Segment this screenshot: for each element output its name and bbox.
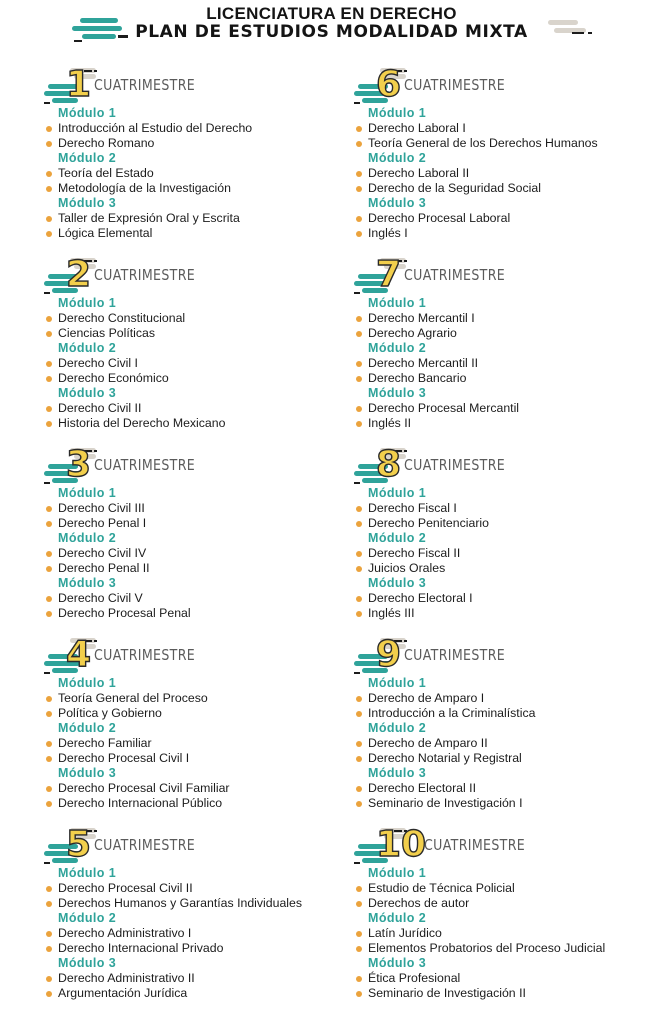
semester-number: 9 [376, 634, 402, 675]
bullet-dot [46, 946, 52, 952]
bullet-dot [46, 331, 52, 337]
bullet-dot [46, 931, 52, 937]
module-heading: Módulo 1 [58, 866, 117, 880]
subject-name: Introducción a la Criminalística [368, 706, 536, 720]
subject-name: Derecho Electoral II [368, 781, 476, 795]
bullet-dot [356, 741, 362, 747]
subject-name: Derecho Procesal Civil I [58, 751, 190, 765]
bullet-dot [46, 506, 52, 512]
subject-item [44, 896, 364, 911]
bullet-dot [356, 316, 362, 322]
subject-name: Derecho Económico [58, 371, 169, 385]
bullet-dot [356, 406, 362, 412]
semester-header [354, 632, 663, 676]
subject-name: Seminario de Investigación I [368, 796, 523, 810]
bullet-dot [356, 551, 362, 557]
subject-name: Derecho Civil III [58, 501, 145, 515]
subject-name: Ciencias Políticas [58, 326, 156, 340]
bullet-dot [356, 421, 362, 427]
module-heading: Módulo 1 [368, 106, 427, 120]
subject-item [44, 546, 364, 561]
subject-item [354, 416, 663, 431]
subject-name: Derecho Bancario [368, 371, 467, 385]
subject-name: Derecho Civil II [58, 401, 142, 415]
bullet-dot [46, 741, 52, 747]
bullet-dot [46, 596, 52, 602]
module-heading: Módulo 1 [58, 676, 117, 690]
subject-name: Derecho Penal I [58, 516, 147, 530]
subject-item [44, 401, 364, 416]
subject-name: Historia del Derecho Mexicano [58, 416, 226, 430]
bullet-dot [46, 521, 52, 527]
subject-item [44, 926, 364, 941]
module-heading: Módulo 2 [368, 341, 427, 355]
subject-name: Introducción al Estudio del Derecho [58, 121, 253, 135]
subject-item [354, 326, 663, 341]
subject-item [354, 881, 663, 896]
subject-name: Latín Jurídico [368, 926, 442, 940]
subject-name: Derecho Procesal Laboral [368, 211, 511, 225]
subject-name: Derecho Fiscal II [368, 546, 461, 560]
subject-item [44, 326, 364, 341]
module-heading: Módulo 2 [58, 151, 117, 165]
subject-name: Derecho Procesal Civil Familiar [58, 781, 230, 795]
module-heading: Módulo 3 [58, 386, 117, 400]
semester-number: 4 [66, 634, 92, 675]
subject-name: Derecho Penal II [58, 561, 150, 575]
subject-name: Inglés III [368, 606, 415, 620]
module-heading: Módulo 1 [368, 486, 427, 500]
semester-label: CUATRIMESTRE [404, 266, 506, 284]
bullet-dot [46, 186, 52, 192]
subject-item [44, 181, 364, 196]
subject-item [44, 706, 364, 721]
subject-name: Teoría General del Proceso [58, 691, 208, 705]
module-heading: Módulo 2 [58, 721, 117, 735]
subject-item [44, 881, 364, 896]
module-heading: Módulo 2 [368, 911, 427, 925]
bullet-dot [356, 126, 362, 132]
module-heading: Módulo 3 [368, 576, 427, 590]
subject-item [354, 166, 663, 181]
subject-item [44, 971, 364, 986]
subject-name: Taller de Expresión Oral y Escrita [58, 211, 240, 225]
bullet-dot [46, 376, 52, 382]
subject-name: Juicios Orales [368, 561, 446, 575]
subject-name: Derecho Internacional Público [58, 796, 223, 810]
subject-item [354, 311, 663, 326]
subject-item [44, 751, 364, 766]
bullet-dot [356, 611, 362, 617]
subject-name: Seminario de Investigación II [368, 986, 526, 1000]
module-heading: Módulo 2 [58, 341, 117, 355]
bullet-dot [46, 566, 52, 572]
subject-name: Derecho Procesal Mercantil [368, 401, 520, 415]
semester-block-6 [354, 62, 663, 241]
semester-block-4 [44, 632, 364, 811]
bullet-dot [356, 946, 362, 952]
semester-label: CUATRIMESTRE [94, 76, 196, 94]
bullet-dot [46, 171, 52, 177]
subject-name: Derechos de autor [368, 896, 470, 910]
bullet-dot [46, 786, 52, 792]
bullet-dot [46, 901, 52, 907]
module-heading: Módulo 1 [58, 486, 117, 500]
subject-name: Derecho Civil I [58, 356, 138, 370]
bullet-dot [46, 316, 52, 322]
subject-name: Derecho Procesal Penal [58, 606, 191, 620]
subject-name: Política y Gobierno [58, 706, 162, 720]
bullet-dot [46, 126, 52, 132]
subject-item [44, 941, 364, 956]
subject-item [354, 926, 663, 941]
semester-number: 8 [376, 444, 402, 485]
module-heading: Módulo 1 [368, 676, 427, 690]
module-heading: Módulo 3 [58, 766, 117, 780]
subject-name: Derecho Administrativo I [58, 926, 192, 940]
subject-name: Derecho Administrativo II [58, 971, 195, 985]
subject-name: Ética Profesional [368, 971, 461, 985]
module-heading: Módulo 1 [368, 296, 427, 310]
bullet-dot [356, 521, 362, 527]
subject-item [44, 416, 364, 431]
subject-item [354, 751, 663, 766]
subject-name: Argumentación Jurídica [58, 986, 188, 1000]
module-heading: Módulo 1 [58, 106, 117, 120]
bullet-dot [356, 801, 362, 807]
module-heading: Módulo 2 [368, 721, 427, 735]
bullet-dot [356, 141, 362, 147]
bullet-dot [46, 696, 52, 702]
semester-header [44, 632, 364, 676]
bullet-dot [356, 901, 362, 907]
bullet-dot [356, 991, 362, 997]
subject-name: Derecho Laboral I [368, 121, 466, 135]
subject-name: Teoría General de los Derechos Humanos [368, 136, 598, 150]
subject-name: Estudio de Técnica Policial [368, 881, 515, 895]
subject-item [354, 181, 663, 196]
module-heading: Módulo 1 [368, 866, 427, 880]
subject-item [44, 356, 364, 371]
semester-label: CUATRIMESTRE [424, 836, 526, 854]
subject-name: Derecho Penitenciario [368, 516, 489, 530]
subject-item [44, 226, 364, 241]
semester-block-9 [354, 632, 663, 811]
subject-item [354, 501, 663, 516]
subject-item [354, 736, 663, 751]
bullet-dot [46, 711, 52, 717]
semester-block-7 [354, 252, 663, 431]
semester-number: 7 [376, 254, 402, 295]
bullet-dot [356, 331, 362, 337]
bullet-dot [46, 216, 52, 222]
semester-block-8 [354, 442, 663, 621]
semester-number: 3 [66, 444, 92, 485]
bullet-dot [46, 886, 52, 892]
subject-name: Inglés I [368, 226, 408, 240]
module-heading: Módulo 3 [368, 766, 427, 780]
module-heading: Módulo 3 [368, 196, 427, 210]
subject-name: Derecho Civil V [58, 591, 143, 605]
subject-item [44, 986, 364, 1001]
bullet-dot [356, 696, 362, 702]
subject-item [354, 226, 663, 241]
subject-item [354, 941, 663, 956]
semester-label: CUATRIMESTRE [94, 266, 196, 284]
subject-name: Derecho Familiar [58, 736, 152, 750]
module-heading: Módulo 1 [58, 296, 117, 310]
subject-name: Derecho Internacional Privado [58, 941, 224, 955]
subject-name: Derecho Procesal Civil II [58, 881, 193, 895]
header-subtitle: PLAN DE ESTUDIOS MODALIDAD MIXTA [135, 22, 528, 42]
bullet-dot [46, 141, 52, 147]
subject-item [354, 211, 663, 226]
bullet-dot [46, 421, 52, 427]
subject-item [354, 591, 663, 606]
subject-name: Inglés II [368, 416, 412, 430]
semester-header [44, 252, 364, 296]
subject-name: Teoría del Estado [58, 166, 154, 180]
subject-name: Derechos Humanos y Garantías Individuales [58, 896, 303, 910]
subject-name: Derecho de Amparo II [368, 736, 488, 750]
semester-number: 5 [66, 824, 92, 865]
semester-header [354, 822, 663, 866]
semester-header [354, 252, 663, 296]
semester-label: CUATRIMESTRE [404, 646, 506, 664]
subject-name: Derecho Mercantil I [368, 311, 475, 325]
subject-item [354, 781, 663, 796]
subject-name: Derecho de Amparo I [368, 691, 485, 705]
semester-number: 10 [376, 824, 427, 865]
subject-item [44, 371, 364, 386]
bullet-dot [46, 551, 52, 557]
subject-item [354, 971, 663, 986]
bullet-dot [356, 231, 362, 237]
subject-item [44, 781, 364, 796]
subject-item [44, 606, 364, 621]
bullet-dot [356, 186, 362, 192]
subject-item [44, 166, 364, 181]
subject-name: Derecho Agrario [368, 326, 457, 340]
semester-block-3 [44, 442, 364, 621]
subject-name: Derecho Mercantil II [368, 356, 479, 370]
module-heading: Módulo 3 [58, 956, 117, 970]
subject-name: Derecho Electoral I [368, 591, 473, 605]
semester-label: CUATRIMESTRE [404, 76, 506, 94]
module-heading: Módulo 3 [58, 196, 117, 210]
subject-item [354, 401, 663, 416]
bullet-dot [356, 361, 362, 367]
subject-item [44, 311, 364, 326]
header-title: LICENCIATURA EN DERECHO [206, 4, 457, 23]
subject-name: Derecho Constitucional [58, 311, 186, 325]
module-heading: Módulo 2 [368, 151, 427, 165]
subject-item [354, 371, 663, 386]
bullet-dot [46, 976, 52, 982]
semester-block-10 [354, 822, 663, 1001]
bullet-dot [356, 786, 362, 792]
bullet-dot [46, 991, 52, 997]
subject-item [354, 546, 663, 561]
semester-number: 6 [376, 64, 402, 105]
semester-block-2 [44, 252, 364, 431]
semester-block-1 [44, 62, 364, 241]
subject-name: Derecho Fiscal I [368, 501, 457, 515]
subject-item [354, 691, 663, 706]
subject-item [44, 121, 364, 136]
semester-header [44, 442, 364, 486]
module-heading: Módulo 2 [368, 531, 427, 545]
bullet-dot [356, 506, 362, 512]
subject-item [354, 516, 663, 531]
module-heading: Módulo 3 [368, 386, 427, 400]
subject-item [44, 691, 364, 706]
bullet-dot [356, 171, 362, 177]
bullet-dot [356, 756, 362, 762]
semester-number: 2 [66, 254, 92, 295]
subject-item [354, 606, 663, 621]
semester-header [354, 442, 663, 486]
subject-name: Derecho Notarial y Registral [368, 751, 522, 765]
semester-label: CUATRIMESTRE [94, 836, 196, 854]
subject-item [44, 501, 364, 516]
semester-block-5 [44, 822, 364, 1001]
subject-item [44, 591, 364, 606]
bullet-dot [46, 361, 52, 367]
subject-item [354, 796, 663, 811]
bullet-dot [46, 756, 52, 762]
subject-item [354, 706, 663, 721]
semester-label: CUATRIMESTRE [404, 456, 506, 474]
bullet-dot [356, 216, 362, 222]
bullet-dot [356, 976, 362, 982]
subject-item [354, 896, 663, 911]
semester-header [44, 822, 364, 866]
module-heading: Módulo 2 [58, 911, 117, 925]
subject-item [354, 561, 663, 576]
module-heading: Módulo 2 [58, 531, 117, 545]
subject-name: Lógica Elemental [58, 226, 153, 240]
subject-item [354, 136, 663, 151]
bullet-dot [46, 406, 52, 412]
subject-item [354, 986, 663, 1001]
subject-name: Derecho Civil IV [58, 546, 147, 560]
subject-item [44, 211, 364, 226]
subject-name: Metodología de la Investigación [58, 181, 231, 195]
semester-number: 1 [66, 64, 92, 105]
semester-header [44, 62, 364, 106]
bullet-dot [356, 931, 362, 937]
subject-item [44, 561, 364, 576]
subject-name: Derecho de la Seguridad Social [368, 181, 541, 195]
subject-name: Derecho Romano [58, 136, 155, 150]
bullet-dot [356, 376, 362, 382]
semester-header [354, 62, 663, 106]
module-heading: Módulo 3 [58, 576, 117, 590]
subject-item [44, 736, 364, 751]
bullet-dot [46, 231, 52, 237]
subject-item [44, 796, 364, 811]
bullet-dot [46, 801, 52, 807]
subject-item [44, 516, 364, 531]
bullet-dot [356, 596, 362, 602]
bullet-dot [356, 886, 362, 892]
semester-label: CUATRIMESTRE [94, 646, 196, 664]
subject-name: Derecho Laboral II [368, 166, 470, 180]
page-header [0, 0, 663, 56]
subject-item [354, 121, 663, 136]
subject-item [354, 356, 663, 371]
module-heading: Módulo 3 [368, 956, 427, 970]
bullet-dot [356, 566, 362, 572]
subject-name: Elementos Probatorios del Proceso Judicial [368, 941, 606, 955]
bullet-dot [356, 711, 362, 717]
semester-label: CUATRIMESTRE [94, 456, 196, 474]
subject-item [44, 136, 364, 151]
bullet-dot [46, 611, 52, 617]
